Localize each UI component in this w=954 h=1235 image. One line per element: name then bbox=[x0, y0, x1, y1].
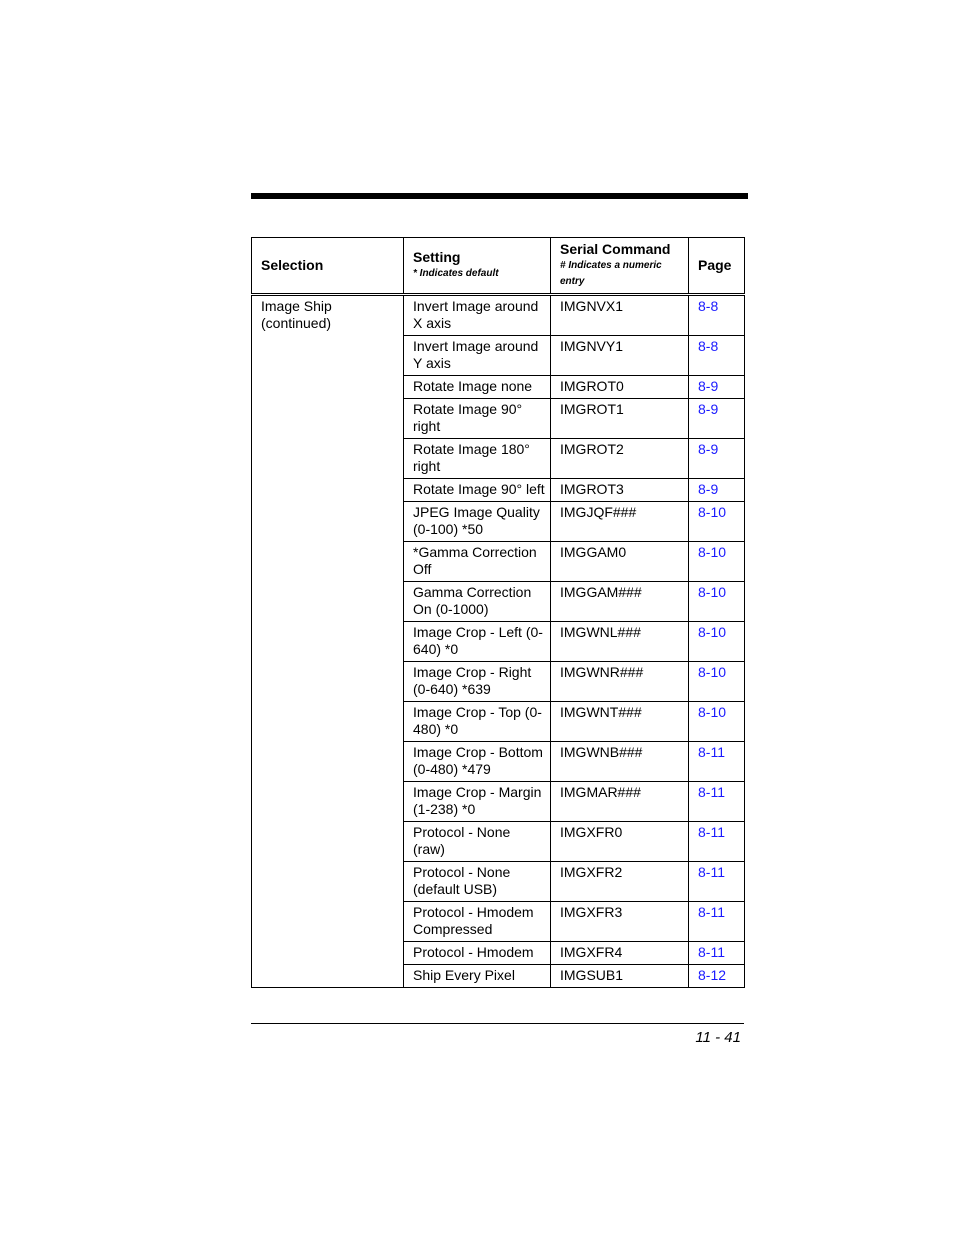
setting-cell: Protocol - Hmodem Compressed bbox=[404, 902, 551, 942]
setting-cell: Protocol - None (default USB) bbox=[404, 862, 551, 902]
setting-cell: Rotate Image 180° right bbox=[404, 439, 551, 479]
header-setting: Setting * Indicates default bbox=[404, 238, 551, 295]
setting-cell: Image Crop - Right (0-640) *639 bbox=[404, 662, 551, 702]
page-link[interactable]: 8-11 bbox=[698, 744, 725, 760]
page-cell bbox=[689, 542, 745, 582]
header-serial-sub: # Indicates a numeric entry bbox=[560, 260, 662, 287]
page-link[interactable]: 8-11 bbox=[698, 784, 725, 800]
table-row bbox=[252, 295, 745, 336]
table-body bbox=[252, 295, 745, 988]
serial-command-cell: IMGROT0 bbox=[551, 376, 689, 399]
page-link[interactable]: 8-12 bbox=[698, 967, 727, 983]
setting-cell: JPEG Image Quality (0-100) *50 bbox=[404, 502, 551, 542]
setting-cell: Invert Image around X axis bbox=[404, 295, 551, 336]
top-rule bbox=[251, 193, 748, 199]
serial-command-cell: IMGGAM0 bbox=[551, 542, 689, 582]
bottom-rule bbox=[251, 1023, 744, 1024]
serial-command-cell: IMGXFR4 bbox=[551, 942, 689, 965]
setting-cell: Image Crop - Margin (1-238) *0 bbox=[404, 782, 551, 822]
page-cell bbox=[689, 376, 745, 399]
page-cell bbox=[689, 399, 745, 439]
page-link[interactable]: 8-9 bbox=[698, 441, 719, 457]
serial-command-cell: IMGNVY1 bbox=[551, 336, 689, 376]
serial-command-cell: IMGSUB1 bbox=[551, 965, 689, 988]
serial-command-cell: IMGXFR3 bbox=[551, 902, 689, 942]
setting-cell: Image Crop - Left (0-640) *0 bbox=[404, 622, 551, 662]
setting-cell: Ship Every Pixel bbox=[404, 965, 551, 988]
page-cell bbox=[689, 702, 745, 742]
selection-label: Image Ship (continued) bbox=[261, 298, 332, 331]
table-header-row bbox=[252, 238, 745, 295]
page-cell bbox=[689, 902, 745, 942]
page-number: 11 - 41 bbox=[695, 1029, 741, 1046]
page-cell bbox=[689, 742, 745, 782]
page-cell bbox=[689, 622, 745, 662]
setting-cell: Protocol - None (raw) bbox=[404, 822, 551, 862]
page-link[interactable]: 8-9 bbox=[698, 401, 719, 417]
page-cell bbox=[689, 336, 745, 376]
page-cell bbox=[689, 295, 745, 336]
header-setting-sub: * Indicates default bbox=[413, 268, 499, 279]
serial-command-cell: IMGWNT### bbox=[551, 702, 689, 742]
setting-cell: Protocol - Hmodem bbox=[404, 942, 551, 965]
page-link[interactable]: 8-8 bbox=[698, 298, 719, 314]
serial-command-cell: IMGGAM### bbox=[551, 582, 689, 622]
setting-cell: Gamma Correction On (0-1000) bbox=[404, 582, 551, 622]
serial-command-cell: IMGNVX1 bbox=[551, 295, 689, 336]
page-cell bbox=[689, 662, 745, 702]
header-serial-command: Serial Command # Indicates a numeric entry bbox=[551, 238, 689, 295]
page-cell bbox=[689, 965, 745, 988]
page-cell bbox=[689, 942, 745, 965]
serial-command-cell: IMGJQF### bbox=[551, 502, 689, 542]
page-link[interactable]: 8-10 bbox=[698, 704, 727, 720]
page-cell bbox=[689, 502, 745, 542]
setting-cell: *Gamma Correction Off bbox=[404, 542, 551, 582]
page-link[interactable]: 8-9 bbox=[698, 378, 719, 394]
page-link[interactable]: 8-10 bbox=[698, 664, 727, 680]
page-link[interactable]: 8-11 bbox=[698, 864, 725, 880]
page-link[interactable]: 8-9 bbox=[698, 481, 719, 497]
header-page: Page bbox=[689, 238, 745, 295]
selection-cell bbox=[252, 295, 404, 988]
page-link[interactable]: 8-10 bbox=[698, 504, 727, 520]
serial-command-table bbox=[251, 237, 745, 988]
page-cell bbox=[689, 439, 745, 479]
setting-cell: Invert Image around Y axis bbox=[404, 336, 551, 376]
page-link[interactable]: 8-10 bbox=[698, 584, 727, 600]
serial-command-cell: IMGWNB### bbox=[551, 742, 689, 782]
serial-command-cell: IMGXFR2 bbox=[551, 862, 689, 902]
page-cell bbox=[689, 822, 745, 862]
page-cell bbox=[689, 479, 745, 502]
setting-cell: Rotate Image 90° right bbox=[404, 399, 551, 439]
setting-cell: Rotate Image 90° left bbox=[404, 479, 551, 502]
setting-cell: Image Crop - Bottom (0-480) *479 bbox=[404, 742, 551, 782]
page-link[interactable]: 8-10 bbox=[698, 544, 727, 560]
serial-command-cell: IMGROT3 bbox=[551, 479, 689, 502]
page-link[interactable]: 8-11 bbox=[698, 944, 725, 960]
page-cell bbox=[689, 782, 745, 822]
serial-command-cell: IMGROT1 bbox=[551, 399, 689, 439]
setting-cell: Image Crop - Top (0-480) *0 bbox=[404, 702, 551, 742]
serial-command-cell: IMGWNR### bbox=[551, 662, 689, 702]
page-cell bbox=[689, 862, 745, 902]
page-cell bbox=[689, 582, 745, 622]
page-link[interactable]: 8-11 bbox=[698, 824, 725, 840]
serial-command-cell: IMGMAR### bbox=[551, 782, 689, 822]
page-link[interactable]: 8-8 bbox=[698, 338, 719, 354]
serial-command-cell: IMGROT2 bbox=[551, 439, 689, 479]
page-link[interactable]: 8-10 bbox=[698, 624, 727, 640]
setting-cell: Rotate Image none bbox=[404, 376, 551, 399]
serial-command-cell: IMGWNL### bbox=[551, 622, 689, 662]
header-selection: Selection bbox=[252, 238, 404, 295]
serial-command-cell: IMGXFR0 bbox=[551, 822, 689, 862]
page-link[interactable]: 8-11 bbox=[698, 904, 725, 920]
